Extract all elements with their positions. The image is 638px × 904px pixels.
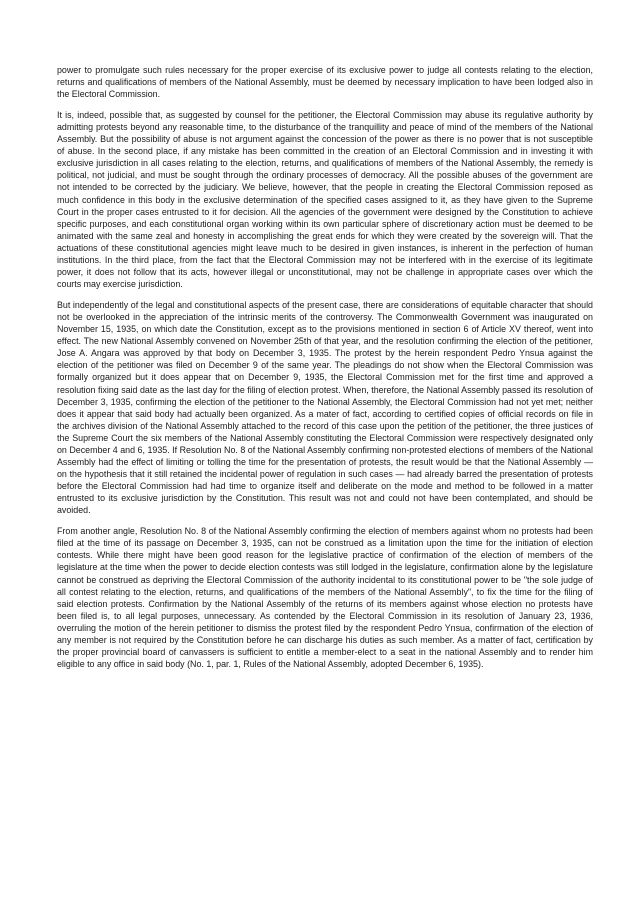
paragraph-continuation: power to promulgate such rules necessary for the proper exercise of its exclusive power to judge all contests relating to the election, returns and qualifications of members of the National Assembly, must be deemed by necessary implication to have been lodged also in the Electoral Commission. (57, 65, 593, 100)
paragraph-resolution-no-8: From another angle, Resolution No. 8 of the National Assembly confirming the election of members against whom no protests had been filed at the time of its passage on December 3, 1935, can not be construed as a limitation upon the time for the initiation of election contests. While there might have been good reason for the legislative practice of confirmation of the election of members of the legislature at the time when the power to decide election contests was still lodged in the legislature, confirmation alone by the legislature cannot be construed as depriving the Electoral Commission of the authority incidental to its constitutional power to be "the sole judge of all contest relating to the election, returns, and qualifications of the members of the National Assembly", to fix the time for the filing of said election protests. Confirmation by the National Assembly of the returns of its members against whose election no protests have been filed is, to all legal purposes, unnecessary. As contended by the Electoral Commission in its resolution of January 23, 1936, overruling the motion of the herein petitioner to dismiss the protest filed by the respondent Pedro Ynsua, confirmation of the election of any member is not required by the Constitution before he can discharge his duties as such member. As a matter of fact, certification by the proper provincial board of canvassers is sufficient to entitle a member-elect to a seat in the national Assembly and to render him eligible to any office in said body (No. 1, par. 1, Rules of the National Assembly, adopted December 6, 1935). (57, 526, 593, 670)
document-page (57, 64, 593, 679)
paragraph-abuse-of-power: It is, indeed, possible that, as suggested by counsel for the petitioner, the Electoral Commission may abuse its regulative authority by admitting protests beyond any reasonable time, to the disturbance of the tranquillity and peace of mind of the members of the National Assembly. But the possibility of abuse is not argument against the concession of the power as there is no power that is not susceptible of abuse. In the second place, if any mistake has been committed in the creation of an Electoral Commission and in investing it with exclusive jurisdiction in all cases relating to the election, returns, and qualifications of members of the National Assembly, the remedy is political, not judicial, and must be sought through the ordinary processes of democracy. All the possible abuses of the government are not intended to be corrected by the judiciary. We believe, however, that the people in creating the Electoral Commission reposed as much confidence in this body in the exclusive determination of the specified cases assigned to it, as they have given to the Supreme Court in the proper cases entrusted to it for decision. All the agencies of the government were designed by the Constitution to achieve specific purposes, and each constitutional organ working within its own particular sphere of discretionary action must be deemed to be animated with the same zeal and honesty in accomplishing the great ends for which they were created by the sovereign will. That the actuations of these constitutional agencies might leave much to be desired in given instances, is inherent in the perfection of human institutions. In the third place, from the fact that the Electoral Commission may not be interfered with in the exercise of its legitimate power, it does not follow that its acts, however illegal or unconstitutional, may not be challenge in appropriate cases over which the courts may exercise jurisdiction. (57, 109, 593, 290)
paragraph-equitable-considerations: But independently of the legal and constitutional aspects of the present case, there are considerations of equitable character that should not be overlooked in the appreciation of the intrinsic merits of the controversy. The Commonwealth Government was inaugurated on November 15, 1935, on which date the Constitution, except as to the provisions mentioned in section 6 of Article XV thereof, went into effect. The new National Assembly convened on November 25th of that year, and the resolution confirming the election of the petitioner, Jose A. Angara was approved by that body on December 3, 1935. The protest by the herein respondent Pedro Ynsua against the election of the petitioner was filed on December 9 of the same year. The pleadings do not show when the Electoral Commission was formally organized but it does appear that on December 9, 1935, the Electoral Commission met for the first time and approved a resolution fixing said date as the last day for the filing of election protest. When, therefore, the National Assembly passed its resolution of December 3, 1935, confirming the election of the petitioner to the National Assembly, the Electoral Commission had not yet met; neither does it appear that said body had actually been organized. As a mater of fact, according to certified copies of official records on file in the archives division of the National Assembly attached to the record of this case upon the petition of the petitioner, the three justices of the Supreme Court the six members of the National Assembly constituting the Electoral Commission were respectively designated only on December 4 and 6, 1935. If Resolution No. 8 of the National Assembly confirming non-protested elections of members of the National Assembly had the effect of limiting or tolling the time for the presentation of protests, the result would be that the National Assembly — on the hypothesis that it still retained the incidental power of regulation in such cases — had already barred the presentation of protests before the Electoral Commission had had time to organize itself and deliberate on the mode and method to be followed in a matter entrusted to its exclusive jurisdiction by the Constitution. This result was not and could not have been contemplated, and should be avoided. (57, 299, 593, 516)
